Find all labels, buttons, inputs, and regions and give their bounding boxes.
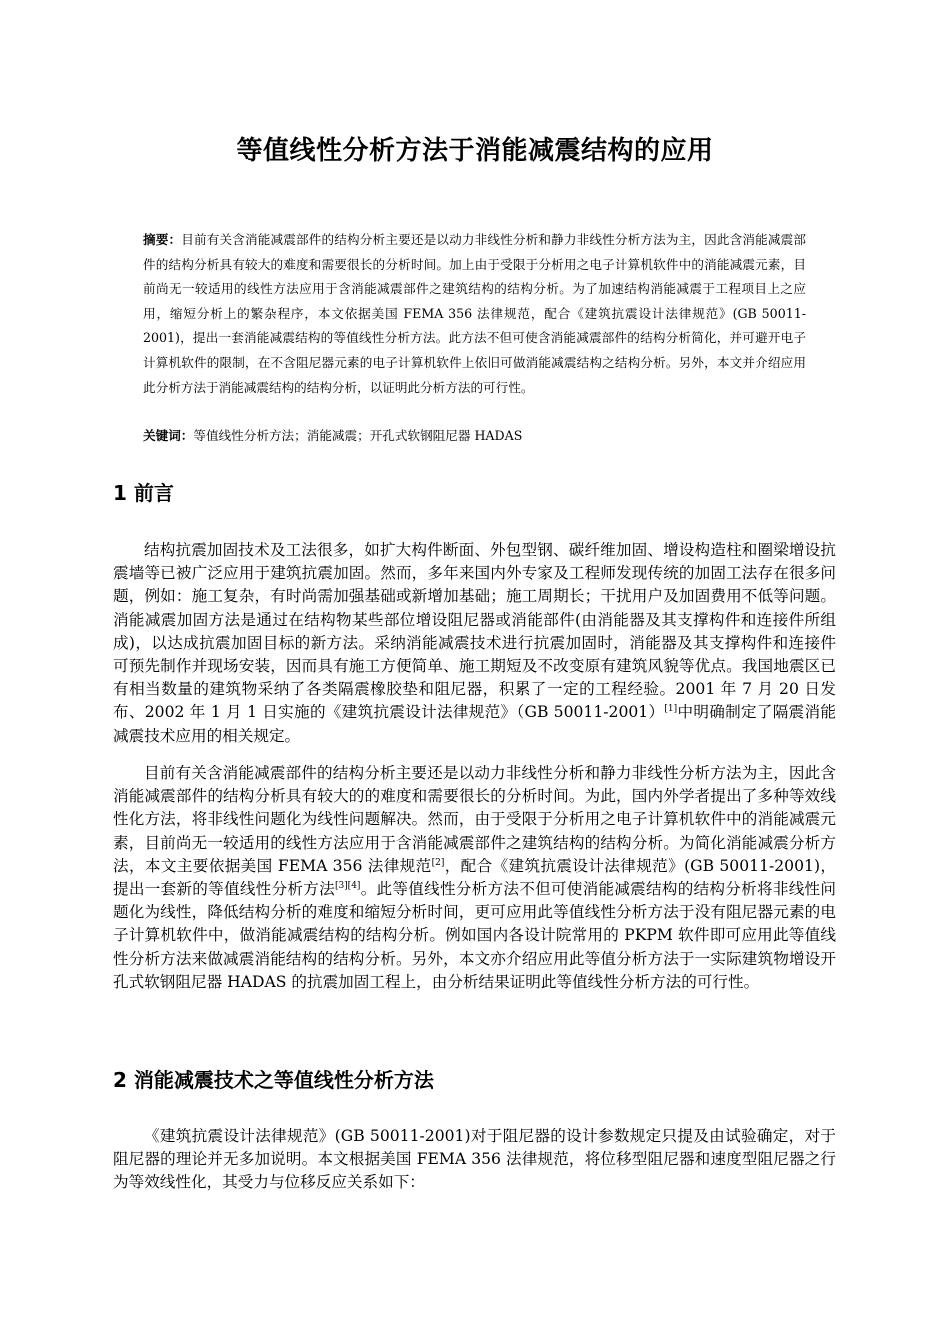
paper-title: 等值线性分析方法于消能减震结构的应用 — [236, 136, 714, 166]
keywords — [143, 426, 806, 446]
section-1-paragraph-1 — [113, 539, 836, 748]
paragraph-text: ，配合《建筑抗震设计法律规范》(GB 50011-2001)，提出一套新的等值线性分析方法 — [113, 856, 836, 899]
section-2-paragraph-1: 《建筑抗震设计法律规范》(GB 50011-2001)对于阻尼器的设计参数规定只提及由试验确定，对于阻尼器的理论并无多加说明。本文根据美国 FEMA 356 法律规范，将位移型阻尼器和速度型阻尼器之行为等效线性化，其受力与位移反应关系如下： — [113, 1127, 836, 1192]
paragraph-text: 中明确制定了隔震消能减震技术应用的相关规定。 — [113, 703, 836, 745]
citation-ref: [1] — [664, 704, 678, 715]
abstract-label: 摘要： — [143, 232, 182, 247]
citation-ref: [3][4] — [334, 880, 361, 891]
citation-ref: [2] — [431, 857, 445, 868]
paragraph-text: 。此等值线性分析方法不但可使消能减震结构的结构分析将非线性问题化为线性，降低结构分析的难度和缩短分析时间，更可应用此等值线性分析方法于没有阻尼器元素的电子计算机软件中，做消能减震结构的结构分析。例如国内各设计院常用的 PKPM 软件即可应用此等值线性分析方法来做减震消能结构的结构分析。另外，本文亦介绍应用此等值分析方法于一实际建筑物增设开孔式软钢阻尼器 HADAS 的抗震加固工程上，由分析结果证明此等值线性分析方法的可行性。 — [113, 880, 836, 991]
paragraph-text: 结构抗震加固技术及工法很多，如扩大构件断面、外包型钢、碳纤维加固、增设构造柱和圈梁增设抗震墙等已被广泛应用于建筑抗震加固。然而，多年来国内外专家及工程师发现传统的加固工法存在很多问题，例如：施工复杂，有时尚需加强基础或新增加基础；施工周期长；干扰用户及加固费用不低等问题。消能减震加固方法是通过在结构物某些部位增设阻尼器或消能部件(由消能器及其支撑构件和连接件所组成)，以达成抗震加固目标的新方法。采纳消能减震技术进行抗震加固时，消能器及其支撑构件和连接件可预先制作并现场安装，因而具有施工方便简单、施工期短及不改变原有建筑风貌等优点。我国地震区已有相当数量的建筑物采纳了各类隔震橡胶垫和阻尼器，积累了一定的工程经验。2001 年 7 月 20 日发布、2002 年 1 月 1 日实施的《建筑抗震设计法律规范》（GB 50011-2001） — [113, 541, 836, 722]
abstract-text: 目前有关含消能减震部件的结构分析主要还是以动力非线性分析和静力非线性分析方法为主，因此含消能减震部件的结构分析具有较大的难度和需要很长的分析时间。加上由于受限于分析用之电子计算机软件中的消能减震元素，目前尚无一较适用的线性方法应用于含消能减震部件之建筑结构的结构分析。为了加速结构消能减震于工程项目上之应用，缩短分析上的繁杂程序，本文依据美国 FEMA 356 法律规范，配合《建筑抗震设计法律规范》(GB 50011-2001)，提出一套消能减震结构的等值线性分析方法。此方法不但可使含消能减震部件的结构分析简化，并可避开电子计算机软件的限制，在不含阻尼器元素的电子计算机软件上依旧可做消能减震结构之结构分析。另外，本文并介绍应用此分析方法于消能减震结构的结构分析，以证明此分析方法的可行性。 — [143, 232, 807, 395]
section-1-heading: 1 前言 — [113, 481, 174, 505]
section-1-paragraph-2 — [113, 762, 836, 994]
keywords-text: 等值线性分析方法；消能减震；开孔式软钢阻尼器 HADAS — [193, 428, 523, 443]
section-2-heading: 2 消能减震技术之等值线性分析方法 — [113, 1068, 434, 1092]
keywords-label: 关键词： — [143, 428, 194, 443]
paragraph-text: 目前有关含消能减震部件的结构分析主要还是以动力非线性分析和静力非线性分析方法为主，因此含消能减震部件的结构分析具有较大的的难度和需要很长的分析时间。为此，国内外学者提出了多种等效线性化方法，将非线性问题化为线性问题解决。然而，由于受限于分析用之电子计算机软件中的消能减震元素，目前尚无一较适用的线性方法应用于含消能减震部件之建筑结构的结构分析。为简化消能减震分析方法，本文主要依据美国 FEMA 356 法律规范 — [113, 764, 836, 875]
abstract — [143, 228, 806, 400]
